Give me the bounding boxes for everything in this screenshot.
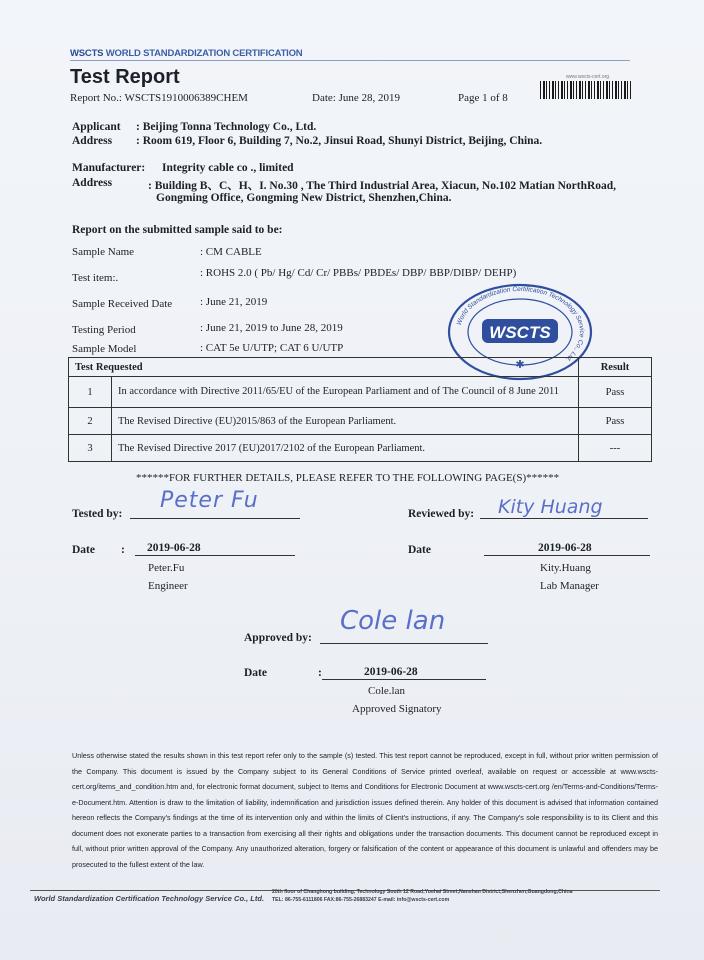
sample-name-value: : CM CABLE	[200, 246, 262, 258]
brand-header	[70, 48, 302, 59]
testing-period-label: Testing Period	[72, 324, 136, 336]
row-test: The Revised Directive (EU)2015/863 of the European Parliament.	[112, 408, 579, 435]
sample-name-label: Sample Name	[72, 246, 135, 258]
test-item-value: : ROHS 2.0 ( Pb/ Hg/ Cd/ Cr/ PBBs/ PBDEs/ DBP/ BBP/DIBP/ DEHP)	[200, 267, 517, 279]
sample-heading: Report on the submitted sample said to be:	[72, 224, 283, 236]
test-item-label: Test item:.	[72, 272, 119, 284]
reviewed-by-label: Reviewed by:	[408, 508, 475, 520]
row-test: In accordance with Directive 2011/65/EU of the European Parliament and of The Council of 8 June 2011	[112, 377, 579, 408]
results-table	[68, 357, 652, 462]
report-number: Report No.: WSCTS1910006389CHEM	[70, 92, 248, 104]
row-result: Pass	[579, 408, 652, 435]
manufacturer-value: Integrity cable co ., limited	[162, 162, 294, 174]
header-rule	[70, 60, 630, 61]
brand-name: WORLD STANDARDIZATION CERTIFICATION	[105, 48, 303, 59]
approved-signature-line	[320, 643, 488, 644]
applicant-value: : Beijing Tonna Technology Co., Ltd.	[136, 121, 317, 133]
manufacturer-label: Manufacturer:	[72, 162, 146, 174]
approver-role: Approved Signatory	[352, 703, 442, 715]
page-title: Test Report	[70, 66, 180, 88]
seal-star-icon: ✱	[515, 358, 525, 371]
reviewed-signature-line	[480, 518, 648, 519]
report-date: Date: June 28, 2019	[312, 92, 400, 104]
tested-date-label: Date	[72, 544, 95, 556]
table-row	[69, 408, 652, 435]
approved-signature: Cole lan	[340, 606, 446, 636]
brand-prefix: WSCTS	[70, 48, 104, 59]
reviewed-date-value: 2019-06-28	[538, 542, 592, 554]
reviewed-signature: Kity Huang	[498, 496, 603, 518]
approved-date-value: 2019-06-28	[364, 666, 418, 678]
tested-date-value: 2019-06-28	[147, 542, 201, 554]
further-details-note: ******FOR FURTHER DETAILS, PLEASE REFER TO THE FOLLOWING PAGE(S)******	[136, 472, 560, 484]
page-number: Page 1 of 8	[458, 92, 508, 104]
manufacturer-address-label: Address	[72, 177, 113, 189]
tested-date-colon: :	[121, 544, 125, 556]
approved-date-label: Date	[244, 667, 267, 679]
manufacturer-address-line1: : Building B、C、H、I. No.30 , The Third Industrial Area, Xiacun, No.102 Matian NorthRoad,	[148, 180, 617, 192]
disclaimer-text: Unless otherwise stated the results shown in this test report refer only to the sample (s) tested. This test report cannot be reproduced, except in full, without prior written permission of the Company. This document is issued by the Company subject to its General Conditions of Service printed overleaf, available on request or accessible at www.wscts-cert.org/items_and_condition.htm and, for electronic format document, subject to Items and Conditions for Electronic Document at www.wscts-cert.org /en/Terms-and-Conditions/Terms-e-Document.htm. Attention is draw to the limitation of liability, indemnification and jurisdiction issues defined therein. Any holder of this document is advised that information contained hereon reflects the Company's findings at the time of its intervention only and within the limits of Client's instructions, if any. The Company's sole responsibility is to its Client and this document does not exonerate parties to a transaction from exercising all their rights and obligations under the transaction documents. This document cannot be reproduced except in full, without prior written approval of the Company. Any unauthorized alteration, forgery or falsification of the content or appearance of this document is unlawful and offenders may be prosecuted to the fullest extent of the law.	[72, 751, 658, 869]
testing-period-value: : June 21, 2019 to June 28, 2019	[200, 322, 343, 334]
table-row	[69, 377, 652, 408]
received-date-label: Sample Received Date	[72, 298, 173, 310]
seal-ring-text: World Standardization Certification Technology Service Co., Ltd.	[455, 285, 586, 363]
approver-name: Cole.lan	[368, 685, 405, 697]
applicant-label: Applicant	[72, 121, 121, 133]
website-text: www.wscts-cert.org	[566, 74, 610, 80]
col-result: Result	[579, 358, 652, 377]
tester-role: Engineer	[148, 580, 188, 592]
reviewed-date-line	[484, 555, 650, 556]
tested-signature: Peter Fu	[160, 488, 259, 513]
reviewed-date-label: Date	[408, 544, 431, 556]
manufacturer-address-line2: Gongming Office, Gongming New District, Shenzhen,China.	[156, 192, 452, 204]
received-date-value: : June 21, 2019	[200, 296, 268, 308]
sample-model-value: : CAT 5e U/UTP; CAT 6 U/UTP	[200, 342, 344, 354]
applicant-address-value: : Room 619, Floor 6, Building 7, No.2, Jinsui Road, Shunyi District, Beijing, China.	[136, 135, 543, 147]
tested-by-label: Tested by:	[72, 508, 123, 520]
table-row	[69, 435, 652, 462]
barcode-icon	[540, 81, 632, 99]
seal-center-text: WSCTS	[489, 323, 551, 342]
tested-date-line	[135, 555, 295, 556]
footer-contact: TEL: 86-755-6111806 FAX:86-755-26883247 E-mail: info@wscts-cert.com	[272, 897, 450, 903]
approved-date-colon: :	[318, 667, 322, 679]
results-header-row	[69, 358, 652, 377]
footer-address: 20th floor of Changhong building, Technology South 12 Road,Yuehai Street,Nanshan District,Shenzhen,Guangdong,China	[272, 889, 573, 895]
reviewer-name: Kity.Huang	[540, 562, 591, 574]
row-test: The Revised Directive 2017 (EU)2017/2102 of the European Parliament.	[112, 435, 579, 462]
col-test-requested: Test Requested	[69, 358, 579, 377]
sample-model-label: Sample Model	[72, 343, 137, 355]
approved-by-label: Approved by:	[244, 632, 312, 644]
tester-name: Peter.Fu	[148, 562, 185, 574]
tested-signature-line	[130, 518, 300, 519]
approved-date-line	[322, 679, 486, 680]
reviewer-role: Lab Manager	[540, 580, 599, 592]
applicant-address-label: Address	[72, 135, 113, 147]
footer-company: World Standardization Certification Technology Service Co., Ltd.	[34, 894, 265, 903]
row-number: 3	[69, 435, 112, 462]
row-number: 2	[69, 408, 112, 435]
row-result: Pass	[579, 377, 652, 408]
row-result: ---	[579, 435, 652, 462]
row-number: 1	[69, 377, 112, 408]
